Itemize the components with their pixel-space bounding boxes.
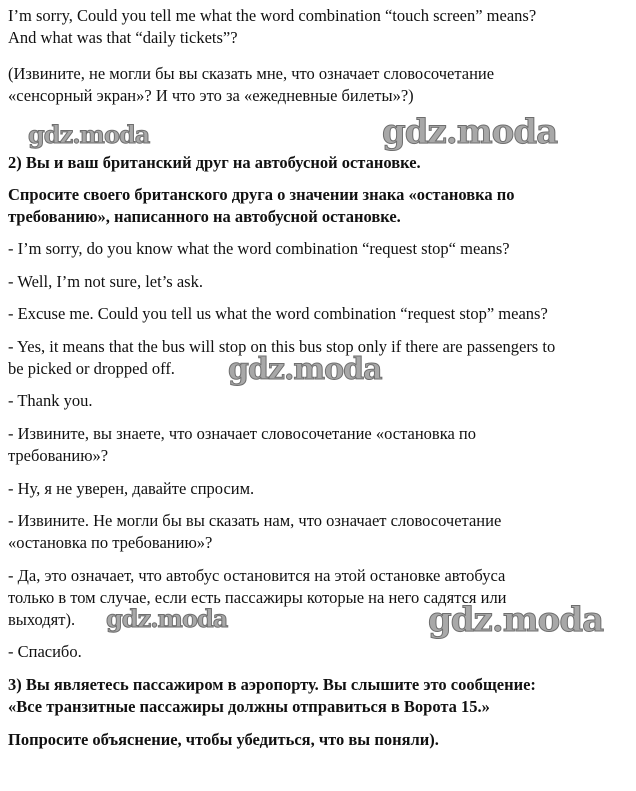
watermark: gdz.moda — [428, 600, 604, 640]
dialogue-line: только в том случае, если есть пассажиры которые на него садятся или — [8, 588, 507, 607]
dialogue-line: требованию»? — [8, 446, 109, 465]
dialogue-line: - Excuse me. Could you tell us what the word combination “request stop” means? — [8, 304, 548, 323]
dialogue-line: «остановка по требованию»? — [8, 533, 213, 552]
section-heading: 2) Вы и ваш британский друг на автобусной остановке. — [8, 153, 421, 172]
text-line: (Извините, не могли бы вы сказать мне, что означает словосочетание — [8, 64, 495, 83]
text-line: «сенсорный экран»? И что это за «ежедневные билеты»?) — [8, 86, 414, 105]
section-heading: 3) Вы являетесь пассажиром в аэропорту. Вы слышите это сообщение: — [8, 675, 536, 694]
dialogue-line: - Well, I’m not sure, let’s ask. — [8, 272, 203, 291]
dialogue-line: - Yes, it means that the bus will stop on this bus stop only if there are passengers to — [8, 337, 556, 356]
watermark: gdz.moda — [228, 352, 382, 387]
dialogue-line: - I’m sorry, do you know what the word combination “request stop“ means? — [8, 239, 510, 258]
text-line: And what was that “daily tickets”? — [8, 28, 238, 47]
section-heading: «Все транзитные пассажиры должны отправиться в Ворота 15.» — [8, 697, 490, 716]
watermark: gdz.moda — [28, 120, 150, 149]
text-line: I’m sorry, Could you tell me what the word combination “touch screen” means? — [8, 6, 537, 25]
task-text: Попросите объяснение, чтобы убедиться, что вы поняли). — [8, 730, 439, 749]
dialogue-line: - Ну, я не уверен, давайте спросим. — [8, 479, 255, 498]
dialogue-line: be picked or dropped off. — [8, 359, 175, 378]
dialogue-line: - Thank you. — [8, 391, 93, 410]
dialogue-line: - Извините. Не могли бы вы сказать нам, что означает словосочетание — [8, 511, 502, 530]
task-text: требованию», написанного на автобусной остановке. — [8, 207, 401, 226]
dialogue-line: - Извините, вы знаете, что означает словосочетание «остановка по — [8, 424, 477, 443]
dialogue-line: - Да, это означает, что автобус остановится на этой остановке автобуса — [8, 566, 506, 585]
dialogue-line: - Спасибо. — [8, 642, 82, 661]
watermark: gdz.moda — [382, 112, 558, 152]
dialogue-line: выходят). — [8, 610, 76, 629]
task-text: Спросите своего британского друга о значении знака «остановка по — [8, 185, 515, 204]
watermark: gdz.moda — [106, 604, 228, 633]
